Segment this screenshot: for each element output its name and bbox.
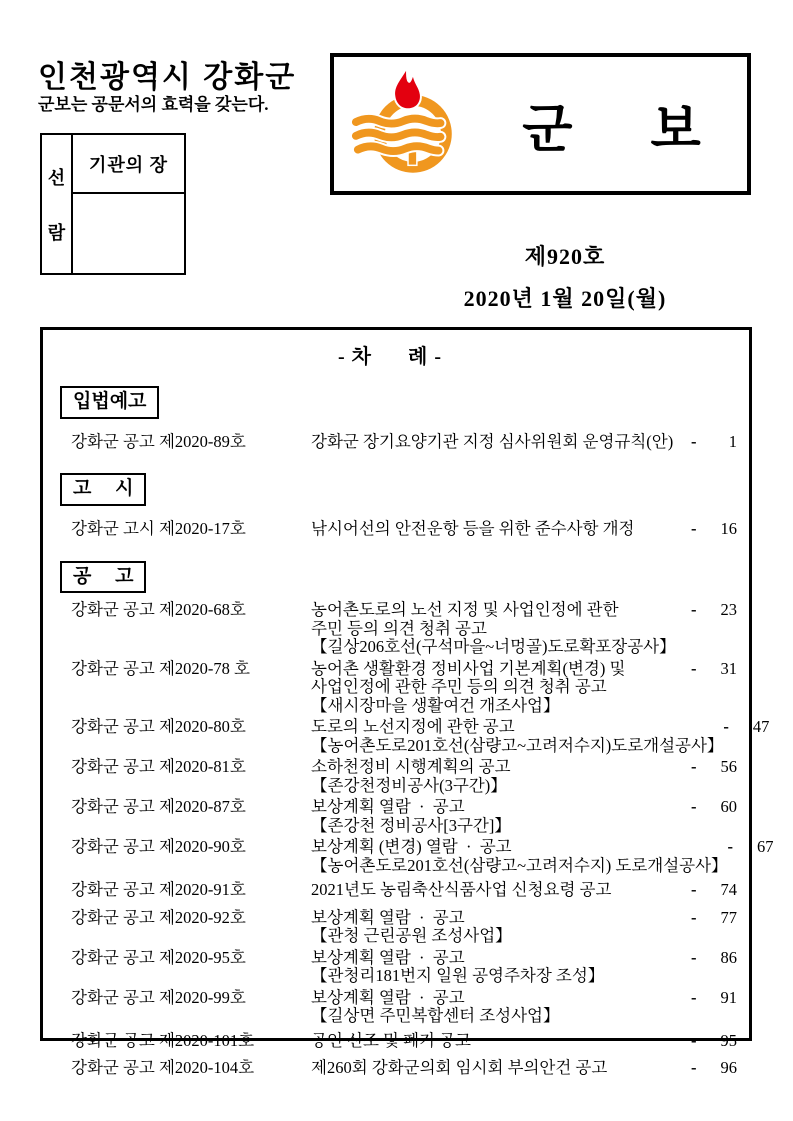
toc-item-page: 96: [720, 1058, 737, 1078]
toc-title-line: 소하천정비 시행계획의 공고: [311, 757, 511, 777]
toc-item-page-cell: [691, 1059, 737, 1078]
section-items: [43, 433, 737, 452]
county-flame-wave-logo-icon: [350, 67, 468, 185]
agency-head-cell: 기관의 장: [73, 135, 184, 194]
toc-item-page-cell: [691, 798, 737, 817]
toc-item-no: 강화군 공고 제2020-92호: [71, 907, 246, 927]
toc-title-line: 【농어촌도로201호선(삼량고~고려저수지) 도로개설공사】: [311, 855, 728, 875]
toc-item-no: 강화군 공고 제2020-89호: [71, 431, 246, 451]
toc-item-title: [311, 433, 691, 452]
toc-item-page: 86: [720, 947, 737, 967]
toc-title-line: 낚시어선의 안전운항 등을 위한 준수사항 개정: [311, 519, 635, 538]
toc-title-line: 공인 신조 및 폐기 공고: [311, 1030, 471, 1050]
toc-box: [40, 327, 774, 1078]
toc-item: [43, 909, 737, 946]
toc-title-line: 농어촌 생활환경 정비사업 기본계획(변경) 및: [311, 658, 626, 678]
toc-title-line: 【관청리181번지 일원 공영주차장 조성】: [311, 966, 605, 986]
toc-item-page: 74: [720, 880, 737, 900]
toc-title-line: 보상계획 (변경) 열람 · 공고: [311, 837, 512, 857]
page-dash: -: [691, 519, 697, 538]
toc-item-no: 강화군 공고 제2020-78 호: [71, 658, 250, 678]
perusal-char-bottom: 람: [47, 222, 66, 243]
toc-item-title: [311, 909, 691, 946]
toc-title-line: 【새시장마을 생활여건 개조사업】: [311, 695, 560, 715]
toc-item-no: 강화군 공고 제2020-91호: [71, 880, 246, 900]
toc-title-line: 제260회 강화군의회 임시회 부의안건 공고: [311, 1058, 608, 1078]
toc-item-page: 31: [720, 658, 737, 678]
toc-item-no: 강화군 공고 제2020-81호: [71, 757, 246, 777]
toc-item-no: 강화군 공고 제2020-87호: [71, 797, 246, 817]
page-dash: -: [691, 797, 697, 817]
page-dash: -: [691, 947, 697, 967]
toc-item-no: 강화군 공고 제2020-90호: [71, 837, 246, 857]
toc-item-no: 강화군 공고 제2020-80호: [71, 717, 246, 737]
toc-item-title: [311, 838, 728, 875]
toc-item-page-cell: [691, 601, 737, 620]
toc-item-page: 60: [720, 797, 737, 817]
page-dash: -: [691, 1030, 697, 1050]
toc-item-page-cell: [691, 1032, 737, 1051]
page-dash: -: [691, 880, 697, 900]
issue-block: [400, 240, 730, 313]
toc-item-title: [311, 881, 691, 900]
section-label: 고 시: [60, 473, 146, 506]
org-title: 인천광역시 강화군: [38, 61, 297, 94]
page-dash: -: [727, 837, 734, 857]
toc-item-title: [311, 718, 723, 755]
toc-item: [43, 433, 737, 452]
toc-title: - 차 례 -: [338, 346, 442, 368]
toc-item-title: [311, 520, 691, 539]
toc-title-line: 2021년도 농림축산식품사업 신청요령 공고: [311, 880, 612, 900]
gazette-motto: 군보는 공문서의 효력을 갖는다.: [38, 95, 269, 114]
toc-title-line: 농어촌도로의 노선 지정 및 사업인정에 관한: [311, 600, 619, 620]
toc-item-page-cell: [691, 881, 737, 900]
toc-title-line: 【길상206호선(구석마을~너멍골)도로확포장공사】: [311, 637, 676, 657]
toc-title-line: 【존강천 정비공사[3구간]】: [311, 815, 511, 835]
toc-item-page-cell: [691, 660, 737, 679]
toc-item-page-cell: [723, 718, 769, 737]
perusal-table: [40, 133, 186, 275]
toc-item-page-cell: [691, 949, 737, 968]
toc-item: [43, 989, 737, 1026]
toc-item-page-cell: [691, 758, 737, 777]
toc-item-page: 91: [720, 987, 737, 1007]
masthead-box: [330, 53, 751, 195]
toc-title-line: 보상계획 열람 · 공고: [311, 907, 465, 927]
issue-date: 2020년 1월 20일(월): [463, 286, 667, 311]
toc-item-title: [311, 1059, 691, 1078]
toc-item-page-cell: [691, 989, 737, 1008]
masthead-title: 군 보: [522, 101, 701, 159]
toc-title-line: 【존강천정비공사(3구간)】: [311, 775, 507, 795]
toc-title-line: 【길상면 주민복합센터 조성사업】: [311, 1006, 560, 1026]
perusal-char-top: 선: [47, 167, 66, 188]
toc-title-line: 사업인정에 관한 주민 등의 의견 청취 공고: [311, 677, 607, 697]
toc-item: [43, 1032, 737, 1051]
toc-title-line: 보상계획 열람 · 공고: [311, 987, 465, 1007]
toc-item-no: 강화군 공고 제2020-104호: [71, 1058, 255, 1078]
toc-item-page: 95: [720, 1030, 737, 1050]
page-dash: -: [723, 717, 729, 737]
page-dash: -: [691, 987, 697, 1007]
page-dash: -: [691, 757, 697, 777]
toc-item-page-cell: [728, 838, 774, 857]
section-label: 입법예고: [60, 386, 159, 419]
page-dash: -: [691, 600, 697, 620]
toc-item-page-cell: [691, 433, 737, 452]
perusal-side-label: [42, 135, 73, 273]
toc-title-line: 강화군 장기요양기관 지정 심사위원회 운영규칙(안): [311, 431, 674, 451]
toc-item-page: 56: [720, 757, 737, 777]
toc-item: [43, 758, 737, 795]
section-items: [43, 600, 774, 1078]
toc-item: [43, 520, 737, 539]
toc-item-title: [311, 758, 691, 795]
toc-item: [43, 798, 737, 835]
toc-item: [43, 837, 774, 875]
page-dash: -: [691, 1058, 697, 1078]
toc-item-no: 강화군 공고 제2020-101호: [71, 1030, 255, 1050]
toc-item-no: 강화군 공고 제2020-68호: [71, 600, 246, 620]
toc-item-page: 47: [752, 717, 770, 737]
toc-item: [43, 949, 737, 986]
signature-blank-cell: [73, 194, 184, 273]
page-dash: -: [691, 907, 697, 927]
toc-section: [43, 548, 774, 1078]
toc-item-page: 23: [720, 600, 737, 620]
page-dash: -: [691, 658, 697, 678]
section-items: [43, 520, 737, 539]
toc-item-no: 강화군 고시 제2020-17호: [71, 519, 246, 538]
toc-sections: [43, 369, 774, 1078]
toc-title-line: 【농어촌도로201호선(삼량고~고려저수지)도로개설공사】: [311, 735, 724, 755]
toc-item-page: 67: [757, 837, 774, 857]
page-dash: -: [691, 431, 697, 451]
toc-title-line: 보상계획 열람 · 공고: [311, 947, 465, 967]
toc-item-page: 16: [720, 519, 737, 538]
toc-title-line: 주민 등의 의견 청취 공고: [311, 618, 487, 638]
toc-item-title: [311, 949, 691, 986]
toc-title-line: 【관청 근린공원 조성사업】: [311, 926, 512, 946]
toc-item-title: [311, 601, 691, 657]
toc-title-line: 보상계획 열람 · 공고: [311, 797, 465, 817]
toc-item-page: 77: [720, 907, 737, 927]
toc-item-no: 강화군 공고 제2020-99호: [71, 987, 246, 1007]
toc-item-page-cell: [691, 909, 737, 928]
toc-item-title: [311, 660, 691, 716]
toc-item-page-cell: [691, 520, 737, 539]
issue-number: 제920호: [524, 244, 606, 269]
toc-item-title: [311, 989, 691, 1026]
toc-item-page: 1: [728, 431, 737, 451]
toc-item-title: [311, 1032, 691, 1051]
toc-section: [43, 460, 737, 538]
toc-title-line: 도로의 노선지정에 관한 공고: [311, 717, 515, 737]
toc-item: [43, 717, 770, 755]
toc-item-no: 강화군 공고 제2020-95호: [71, 947, 246, 967]
toc-item-title: [311, 798, 691, 835]
toc-item: [43, 1059, 737, 1078]
section-label: 공 고: [60, 561, 146, 594]
toc-section: [43, 369, 737, 451]
toc-item: [43, 660, 737, 716]
toc-item: [43, 601, 737, 657]
toc-item: [43, 881, 737, 900]
